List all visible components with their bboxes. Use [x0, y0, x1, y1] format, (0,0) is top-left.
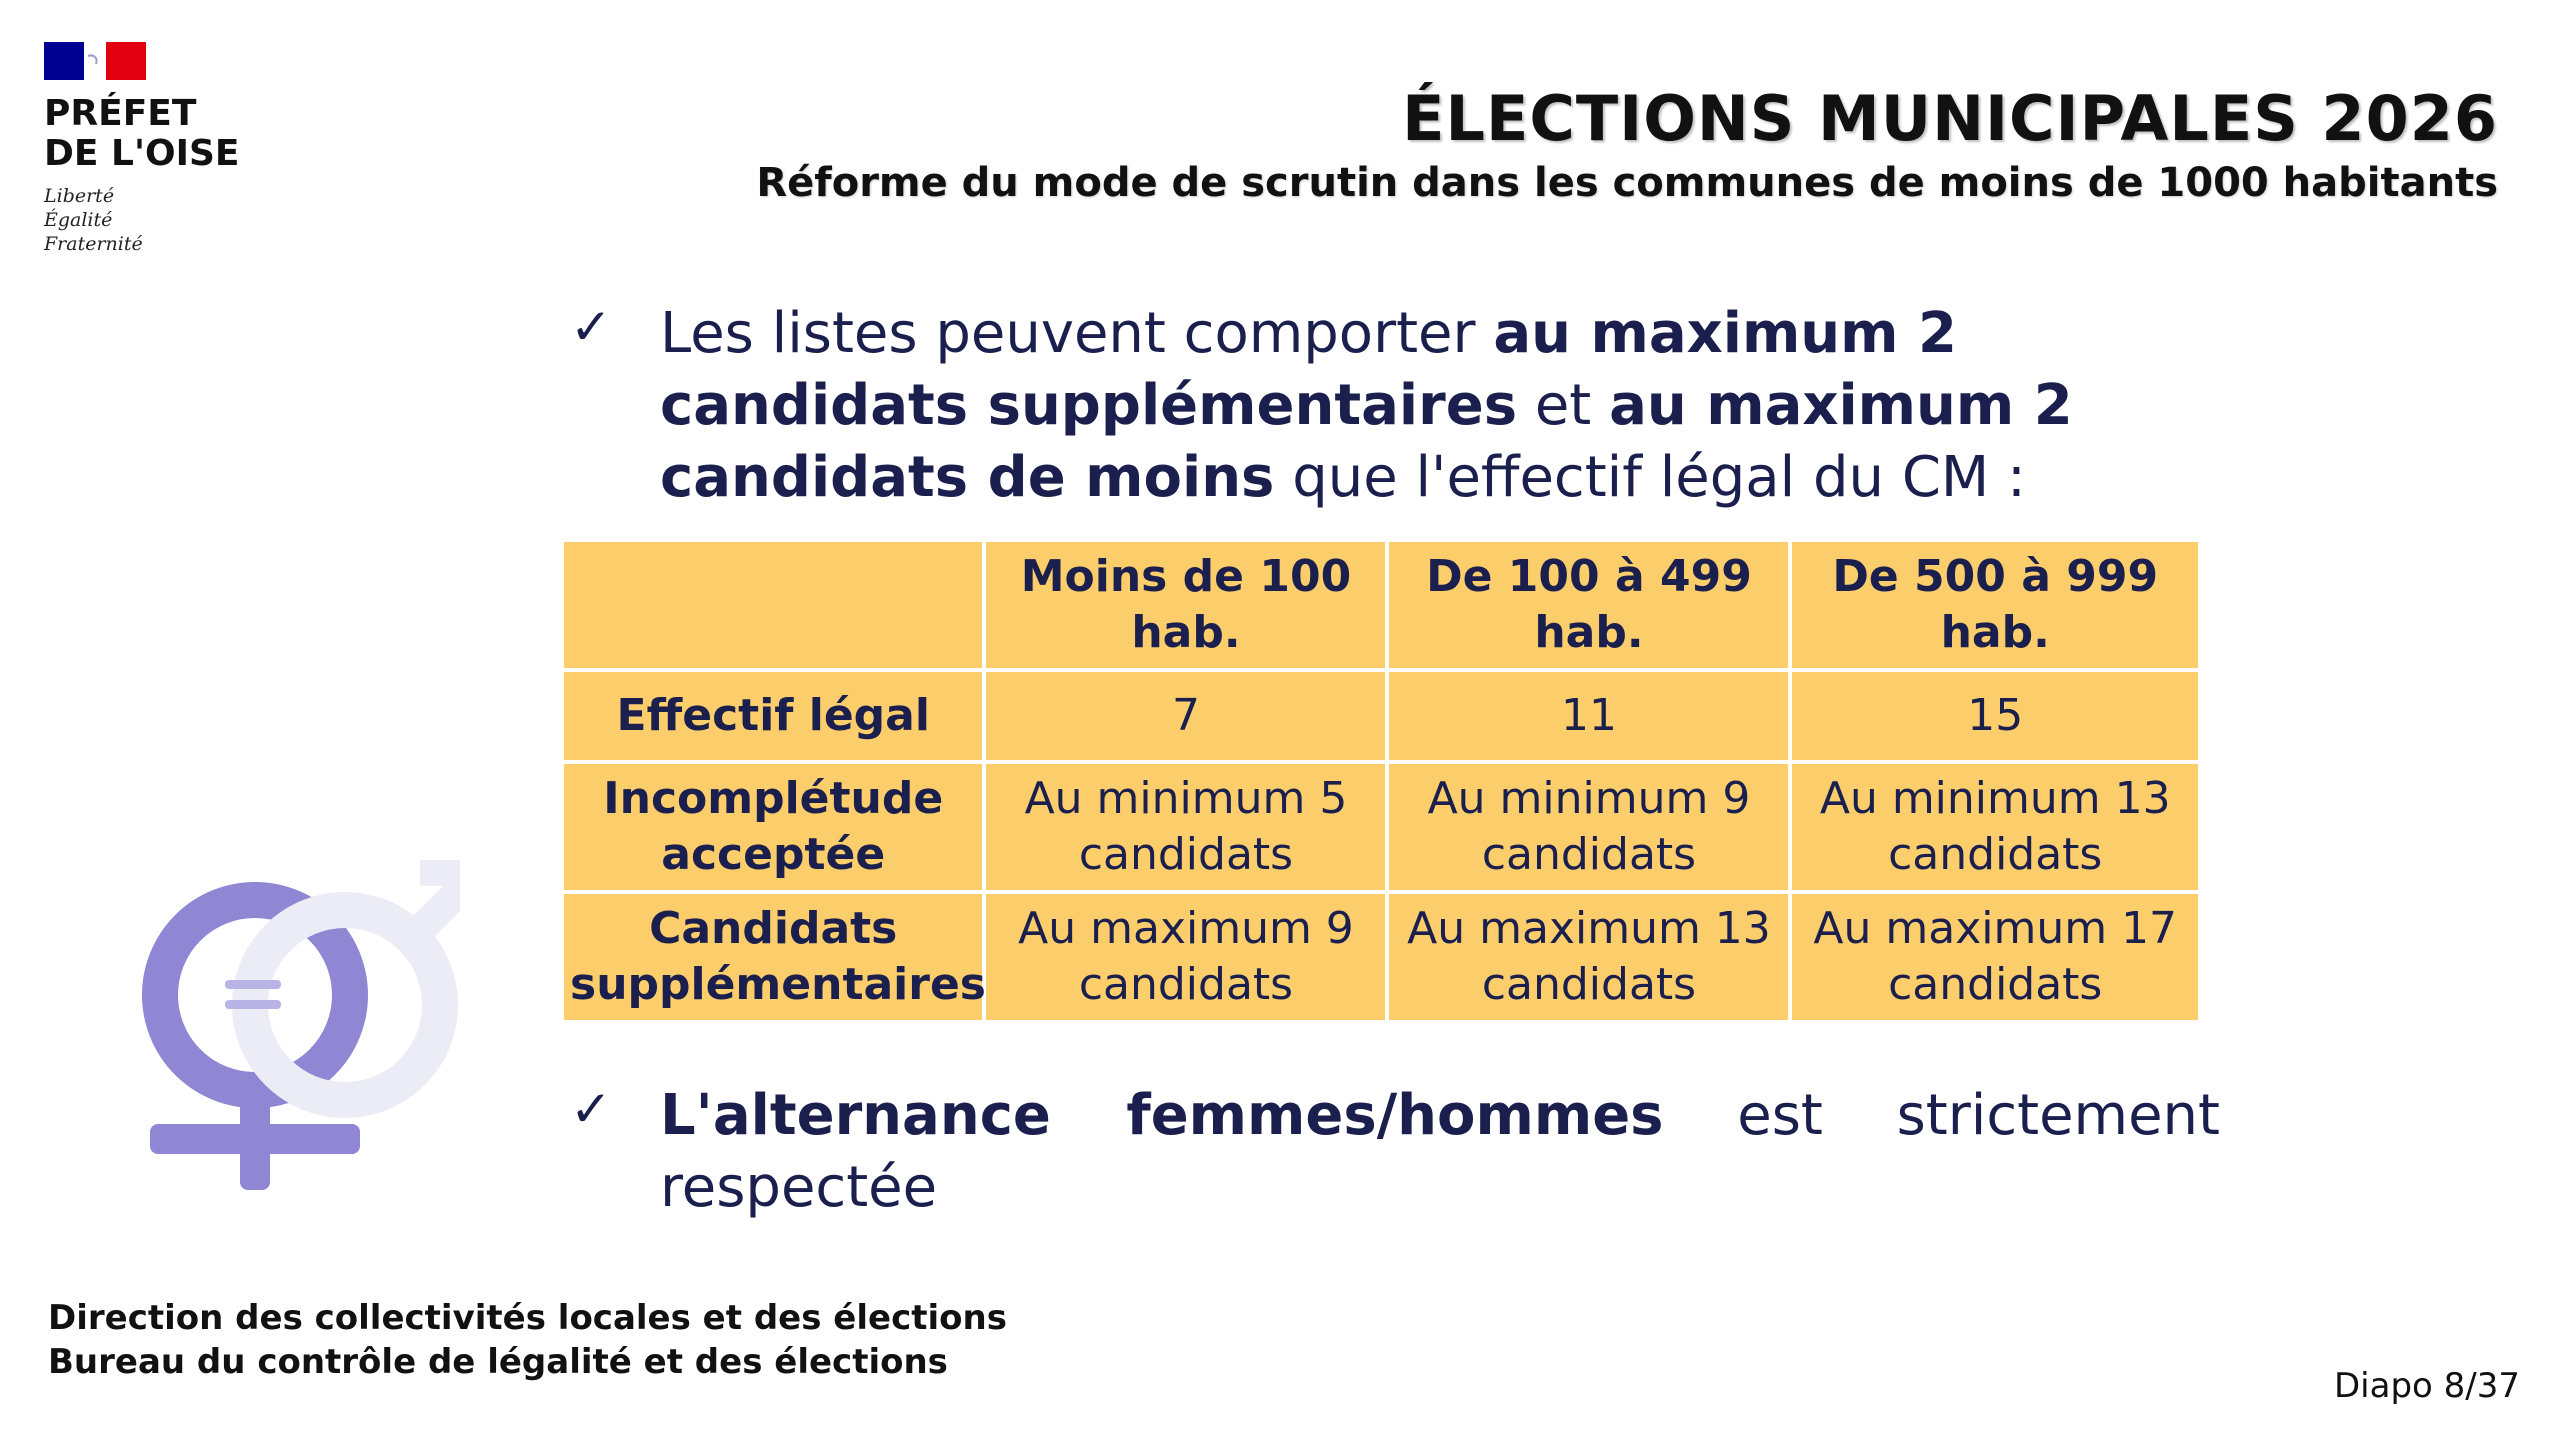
table-header-row — [564, 542, 2198, 668]
row-label: Incomplétude acceptée — [564, 764, 982, 890]
prefecture-line2: DE L'OISE — [44, 133, 240, 174]
slide-number: Diapo 8/37 — [2333, 1366, 2520, 1406]
republique-logo — [44, 42, 240, 256]
page-subtitle: Réforme du mode de scrutin dans les communes de moins de 1000 habitants — [756, 160, 2498, 206]
page-title: ÉLECTIONS MUNICIPALES 2026 — [1402, 82, 2498, 155]
motto-liberte: Liberté — [44, 185, 115, 207]
bullet2-part1: est strictement respectée — [660, 1083, 2220, 1220]
marianne-flag-icon — [44, 42, 146, 80]
table-cell: Au minimum 13 candidats — [1792, 764, 2198, 890]
bullet-candidates-limit — [570, 298, 2218, 518]
bullet2-bold1: L'alternance femmes/hommes — [660, 1083, 1664, 1148]
republic-motto — [44, 184, 240, 256]
bullet-gender-alternation — [570, 1080, 2218, 1230]
table-row — [564, 894, 2198, 1020]
checkmark-icon: ✓ — [570, 1080, 612, 1138]
table-header-cell: De 100 à 499 hab. — [1389, 542, 1788, 668]
table-cell: 7 — [986, 672, 1385, 760]
row-label: Effectif légal — [564, 672, 982, 760]
table-cell: Au maximum 9 candidats — [986, 894, 1385, 1020]
footer-bureau: Bureau du contrôle de légalité et des élections — [48, 1342, 948, 1382]
prefecture-line1: PRÉFET — [44, 93, 197, 134]
bullet1-bold2: au maximum 2 candidats de moins — [660, 373, 2073, 510]
table-header-cell: Moins de 100 hab. — [986, 542, 1385, 668]
footer — [48, 1296, 1007, 1384]
bullet1-part1: Les listes peuvent comporter — [660, 301, 1494, 366]
bullet1-bold1: au maximum 2 candidats supplémentaires — [660, 301, 1957, 438]
table-cell: 15 — [1792, 672, 2198, 760]
bullet1-part2: et — [1517, 373, 1610, 438]
gender-equality-icon — [100, 840, 460, 1200]
table-header-cell — [564, 542, 982, 668]
table-cell: 11 — [1389, 672, 1788, 760]
motto-egalite: Égalité — [44, 209, 113, 231]
table-row — [564, 764, 2198, 890]
footer-direction: Direction des collectivités locales et des élections — [48, 1298, 1007, 1338]
table-header-cell: De 500 à 999 hab. — [1792, 542, 2198, 668]
row-label: Candidats supplémentaires — [564, 894, 982, 1020]
bullet1-part3: que l'effectif légal du CM : — [1274, 445, 2026, 510]
bullet-text — [660, 298, 2220, 514]
prefecture-name — [44, 94, 240, 174]
table-cell: Au maximum 13 candidats — [1389, 894, 1788, 1020]
bullet-text — [660, 1080, 2220, 1224]
table-cell: Au minimum 5 candidats — [986, 764, 1385, 890]
candidates-table — [560, 538, 2202, 1024]
motto-fraternite: Fraternité — [44, 233, 143, 255]
table-cell: Au minimum 9 candidats — [1389, 764, 1788, 890]
table-cell: Au maximum 17 candidats — [1792, 894, 2198, 1020]
checkmark-icon: ✓ — [570, 298, 612, 356]
table-row — [564, 672, 2198, 760]
